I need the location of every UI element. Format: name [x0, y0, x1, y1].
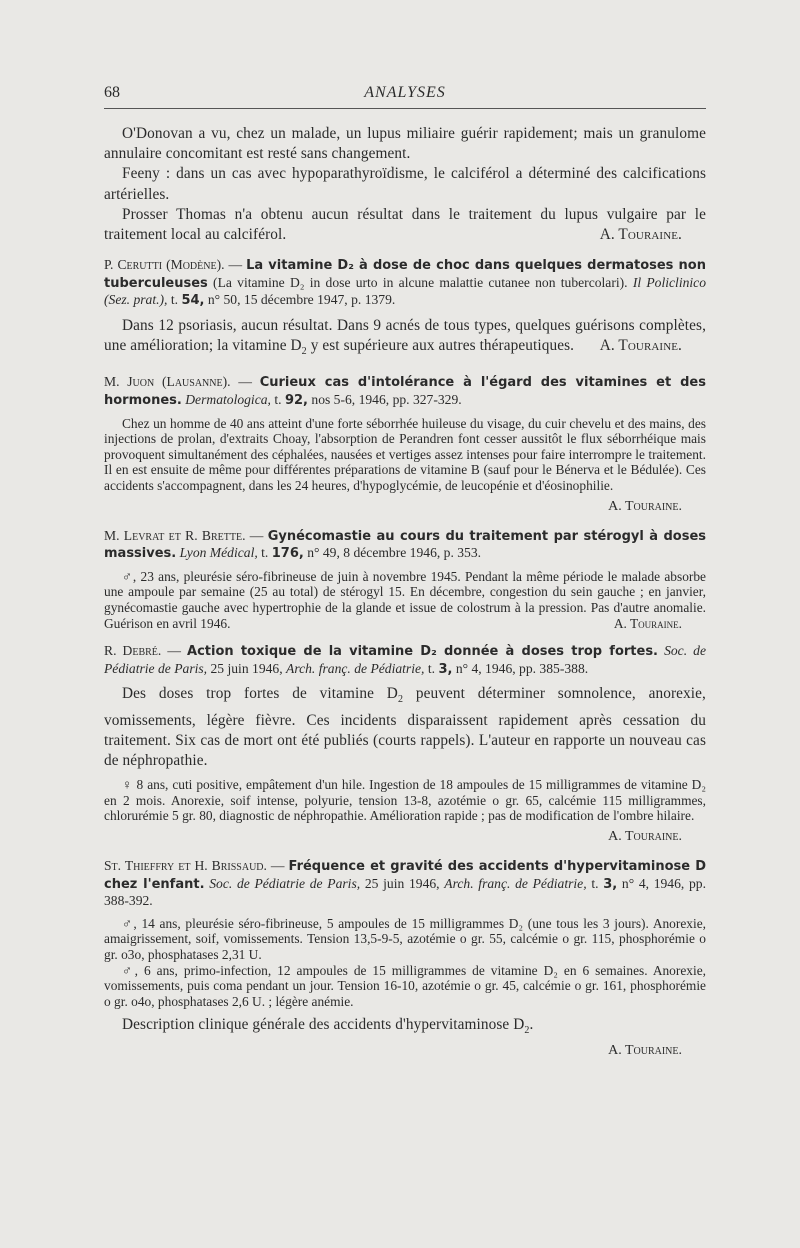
- paragraph-text: Prosser Thomas n'a obtenu aucun résultat dans le traitement du lupus vulgaire par le traitement local au calciférol.: [104, 205, 706, 244]
- journal: Arch. franç. de Pédiatrie,: [444, 875, 587, 891]
- author: St. Thieffry et H. Brissaud. —: [104, 858, 285, 873]
- subscript: 2: [301, 346, 307, 358]
- volume-prefix: t.: [170, 292, 179, 308]
- review-thieffry: [104, 858, 706, 1060]
- page-content: [104, 124, 706, 1060]
- author: P. Cerutti (Modène). —: [104, 257, 243, 273]
- journal: Il Policlinico (Sez. prat.),: [104, 274, 706, 308]
- article-title: Gynécomastie au cours du traitement par stérogyl à doses massives.: [104, 528, 706, 562]
- page-header: [104, 84, 706, 109]
- volume-prefix: t.: [261, 545, 269, 561]
- paragraph-text: ♂, 23 ans, pleurésie séro-fibrineuse de juin à novembre 1945. Pendant la même période le malade absorbe une ampoule par semaine (25 au total) de stérogyl 15. En décembre, congestion du sein gauche ; en janvier, gynécomastie gauche avec hypertrophie de la glande et issue de colostrum à la pression. Pas d'autre anomalie. Guérison en avril 1946.: [104, 568, 706, 631]
- review-levrat: [104, 528, 706, 632]
- volume: 176,: [271, 546, 304, 562]
- page-number: 68: [104, 84, 120, 101]
- signature: A. Touraine.: [613, 615, 682, 631]
- details: 25 juin 1946,: [364, 875, 440, 891]
- journal: Soc. de Pédiatrie de Paris,: [209, 875, 361, 891]
- author: M. Levrat et R. Brette. —: [104, 527, 264, 543]
- review-juon: [104, 374, 706, 515]
- volume-prefix: t.: [274, 392, 282, 408]
- reference: [104, 374, 706, 409]
- paragraph-text: Dans 12 psoriasis, aucun résultat. Dans 9 acnés de tous types, quelques guérisons complètes, une amélioration; la vitamine D: [104, 317, 706, 355]
- volume: 92,: [284, 393, 308, 409]
- subtitle: (La vitamine D₂ in dose urto in alcune malattie cutanee non tubercolari).: [213, 274, 628, 290]
- reference: [104, 257, 706, 310]
- journal: Dermatologica,: [185, 392, 271, 408]
- paragraph: [104, 684, 706, 771]
- paragraph: ♂, 14 ans, pleurésie séro-fibrineuse, 5 ampoules de 15 milligrammes D₂ (une tous les 3 jours). Anorexie, amaigrissement, soif, vomissements. Tension 13,5-9-5, azotémie o gr. 55, calcémie o gr. 115, phosphorémie o gr. o3o, phosphatases 2,31 U.: [104, 915, 706, 962]
- signature: A. Touraine.: [599, 226, 682, 244]
- details: n° 4, 1946, pp. 385-388.: [455, 660, 589, 676]
- details: n° 4, 1946, pp. 388-392.: [104, 875, 706, 909]
- journal: Lyon Médical,: [179, 545, 258, 561]
- volume: 3,: [603, 876, 618, 892]
- paragraph: Feeny : dans un cas avec hypoparathyroïdisme, le calciférol a déterminé des calcifications artérielles.: [104, 165, 706, 203]
- subscript: 2: [524, 1025, 530, 1037]
- article-title: Fréquence et gravité des accidents d'hypervitaminose D chez l'enfant.: [104, 859, 706, 892]
- subscript: 2: [397, 694, 404, 706]
- volume: 54,: [181, 293, 205, 309]
- details: n° 50, 15 décembre 1947, p. 1379.: [207, 292, 396, 308]
- paragraph: O'Donovan a vu, chez un malade, un lupus miliaire guérir rapidement; mais un granulome annulaire concomitant est resté sans changement.: [104, 125, 706, 163]
- review-debre: [104, 643, 706, 846]
- author: R. Debré. —: [104, 643, 181, 659]
- reference: [104, 643, 706, 678]
- author: M. Juon (Lausanne). —: [104, 374, 252, 390]
- paragraph-text: Description clinique générale des accidents d'hypervitaminose D: [122, 1016, 525, 1034]
- journal: Arch. franç. de Pédiatrie,: [286, 660, 425, 676]
- section-continuation: [104, 124, 706, 245]
- review-cerutti: [104, 257, 706, 362]
- volume: 3,: [438, 661, 453, 677]
- details: n° 49, 8 décembre 1946, p. 353.: [307, 545, 482, 561]
- paragraph: [104, 205, 706, 245]
- signature: A. Touraine.: [599, 337, 682, 355]
- paragraph-text: peuvent déterminer somnolence, anorexie, vomissements, légère fièvre. Ces incidents disparaissent rapidement après cessation du traitement. Six cas de mort ont été publiés (courts rappels). L'auteur en rapporte un nouveau cas de néphropathie.: [104, 685, 706, 770]
- paragraph-text: Des doses trop fortes de vitamine D: [122, 685, 398, 703]
- paragraph-text: y est supérieure aux autres thérapeutiques.: [306, 337, 575, 355]
- paragraph-text: .: [529, 1016, 534, 1034]
- reference: [104, 528, 706, 563]
- running-head: ANALYSES: [364, 84, 446, 101]
- signature: A. Touraine.: [608, 1042, 682, 1058]
- volume-prefix: t.: [591, 875, 599, 891]
- reference: [104, 858, 706, 910]
- paragraph: ♀ 8 ans, cuti positive, empâtement d'un hile. Ingestion de 18 ampoules de 15 milligrammes de vitamine D₂ en 2 mois. Anorexie, soif intense, polyurie, tension 13-8, azotémie o gr. 65, calcémie 115 milligrammes, chlorurémie 5 gr. 80, diagnostic de néphropathie. Amélioration rapide ; pas de modification de l'ombre hilaire.: [104, 777, 706, 824]
- journal: Soc. de Pédiatrie de Paris,: [104, 643, 706, 676]
- signature: A. Touraine.: [608, 829, 682, 844]
- article-title: La vitamine D₂ à dose de choc dans quelques dermatoses non tuberculeuses: [104, 258, 706, 291]
- paragraph: [104, 569, 706, 631]
- paragraph: [104, 316, 706, 362]
- paragraph: ♂, 6 ans, primo-infection, 12 ampoules de 15 milligrammes de vitamine D₂ en 6 semaines. Anorexie, vomissements, puis coma pendant un jour. Tension 16-10, azotémie o gr. 45, calcémie o gr. 161, phosphorémie o gr. o4o, phosphatases 2,6 U. ; légère anémie.: [104, 962, 706, 1009]
- article-title: Curieux cas d'intolérance à l'égard des vitamines et des hormones.: [104, 375, 706, 409]
- details: nos 5-6, 1946, pp. 327-329.: [311, 392, 462, 408]
- paragraph: Chez un homme de 40 ans atteint d'une forte séborrhée huileuse du visage, du cuir chevelu et des mains, des injections de prolan, d'extraits Choay, l'absorption de Perandren font cesser aussitôt le flux séborrhéique mais provoquent simultanément des céphalées, nausées et vertiges assez intenses pour faire interrompre le traitement. Il en est ensuite de même pour différentes préparations de vitamine B (sauf pour le Bénerva et le Bédulée). Ces accidents s'accompagnent, dans les 24 heures, d'hypoglycémie, de leucopénie et d'éosinophilie.: [104, 415, 706, 494]
- signature: A. Touraine.: [608, 498, 682, 514]
- paragraph: [104, 1015, 706, 1041]
- article-title: Action toxique de la vitamine D₂ donnée à doses trop fortes.: [187, 644, 658, 660]
- volume-prefix: t.: [427, 660, 436, 676]
- details: 25 juin 1946,: [210, 660, 283, 676]
